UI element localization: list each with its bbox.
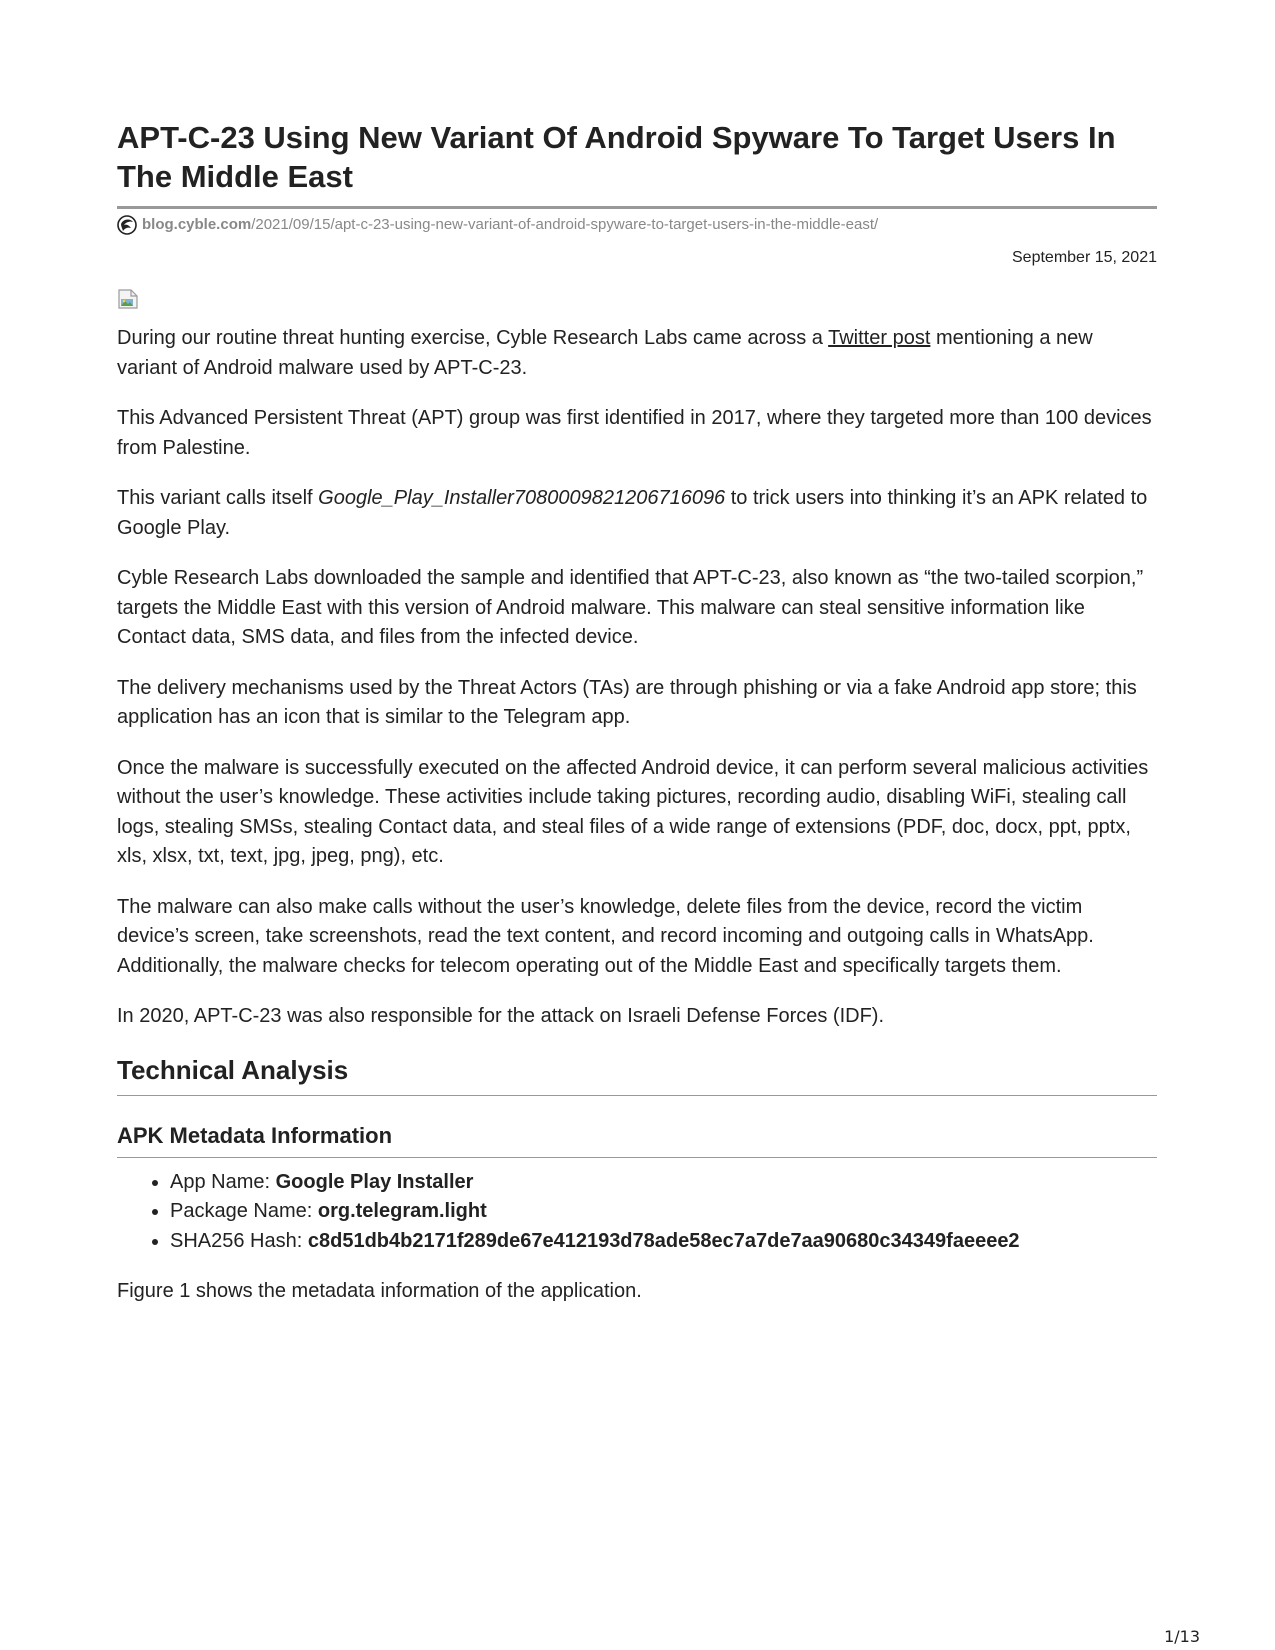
apk-metadata-list bbox=[117, 1168, 1157, 1257]
paragraph: Cyble Research Labs downloaded the sample and identified that APT-C-23, also known as “the two-tailed scorpion,” targets the Middle East with this version of Android malware. This malware can steal sensitive information like Contact data, SMS data, and files from the infected device. bbox=[117, 567, 1144, 648]
publish-date: September 15, 2021 bbox=[1012, 249, 1157, 266]
paragraph-text: During our routine threat hunting exercise, Cyble Research Labs came across a bbox=[117, 327, 829, 349]
document-page bbox=[117, 118, 1157, 1328]
page-number: 1/13 bbox=[1164, 1627, 1200, 1646]
broken-image-icon bbox=[117, 288, 139, 310]
paragraph bbox=[117, 324, 1157, 383]
section-heading-technical-analysis: Technical Analysis bbox=[117, 1053, 1157, 1096]
page-title: APT-C-23 Using New Variant Of Android Spyware To Target Users In The Middle East bbox=[117, 118, 1157, 209]
metadata-label: Package Name: bbox=[170, 1200, 318, 1222]
paragraph-text: mentioning a new variant of Android malware used by APT-C-23. bbox=[117, 327, 1093, 379]
metadata-label: App Name: bbox=[170, 1170, 276, 1193]
source-domain: blog.cyble.com bbox=[142, 216, 252, 233]
metadata-label: SHA256 Hash: bbox=[170, 1229, 308, 1252]
paragraph: This Advanced Persistent Threat (APT) group was first identified in 2017, where they targeted more than 100 devices from Palestine. bbox=[117, 407, 1152, 459]
twitter-post-link[interactable]: Twitter post bbox=[828, 327, 931, 349]
paragraph-text: This variant calls itself bbox=[117, 487, 319, 509]
source-url[interactable] bbox=[117, 215, 1157, 235]
malware-filename: Google_Play_Installer7080009821206716096 bbox=[318, 487, 726, 509]
metadata-value: c8d51db4b2171f289de67e412193d78ade58ec7a7de7aa90680c34349faeeee2 bbox=[307, 1229, 1020, 1252]
section-heading-apk-metadata: APK Metadata Information bbox=[117, 1121, 1157, 1158]
source-path: /2021/09/15/apt-c-23-using-new-variant-of-android-spyware-to-target-users-in-the-middle-east/ bbox=[251, 216, 879, 233]
metadata-value: Google Play Installer bbox=[275, 1170, 474, 1193]
list-item bbox=[170, 1197, 1157, 1227]
paragraph: Once the malware is successfully executed on the affected Android device, it can perform several malicious activities without the user’s knowledge. These activities include taking pictures, recording audio, disabling WiFi, stealing call logs, stealing SMSs, stealing Contact data, and steal files of a wide range of extensions (PDF, doc, docx, ppt, pptx, xls, xlsx, txt, text, jpg, jpeg, png), etc. bbox=[117, 756, 1149, 867]
metadata-value: org.telegram.light bbox=[317, 1200, 487, 1222]
list-item bbox=[170, 1168, 1157, 1198]
paragraph: In 2020, APT-C-23 was also responsible for the attack on Israeli Defense Forces (IDF). bbox=[117, 1005, 885, 1027]
site-favicon-icon bbox=[117, 215, 137, 235]
paragraph: The delivery mechanisms used by the Threat Actors (TAs) are through phishing or via a fake Android app store; this application has an icon that is similar to the Telegram app. bbox=[117, 676, 1137, 728]
paragraph: Figure 1 shows the metadata information of the application. bbox=[117, 1280, 642, 1302]
list-item bbox=[170, 1227, 1157, 1257]
paragraph: The malware can also make calls without the user’s knowledge, delete files from the device, record the victim device’s screen, take screenshots, read the text content, and record incoming and outgoing calls in WhatsApp. Additionally, the malware checks for telecom operating out of the Middle East and specifically targets them. bbox=[117, 895, 1094, 977]
paragraph bbox=[117, 484, 1157, 543]
article-body bbox=[117, 324, 1157, 1307]
paragraph-text: to trick users into thinking it’s an APK related to Google Play. bbox=[117, 487, 1148, 539]
